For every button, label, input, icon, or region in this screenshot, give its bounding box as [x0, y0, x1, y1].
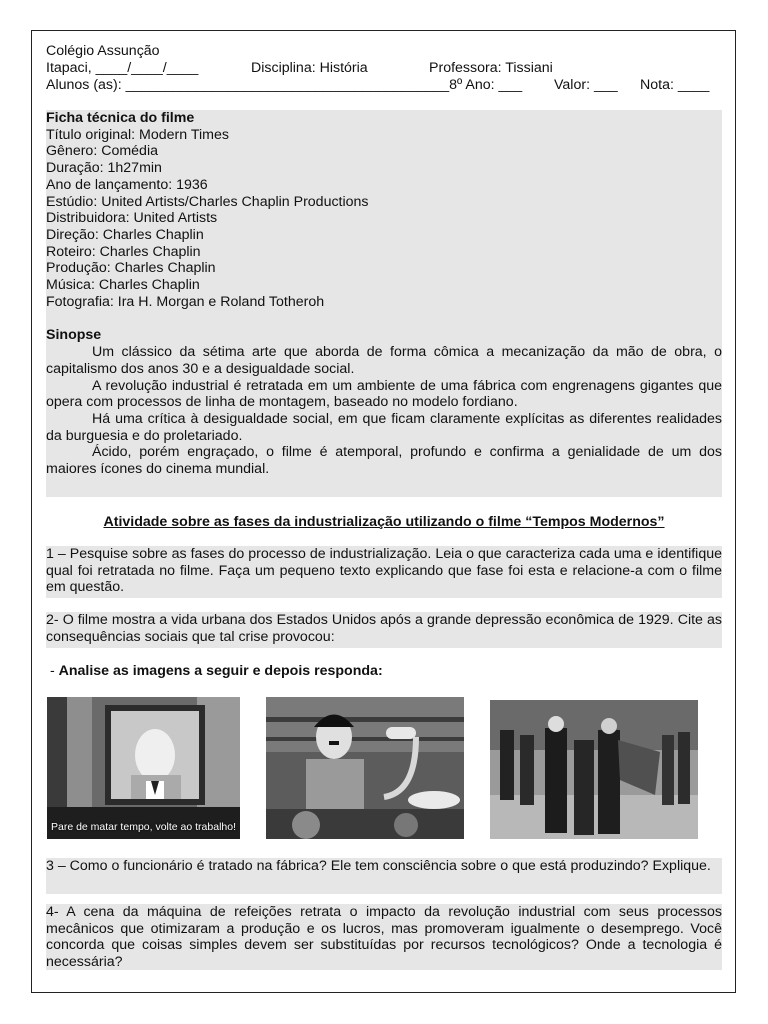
boss-screen-illustration	[47, 697, 240, 839]
analyse-instruction	[46, 662, 722, 680]
film-still-police-arrest	[490, 700, 698, 839]
subject-label: Disciplina: História	[251, 60, 368, 76]
question-3-box	[46, 858, 722, 894]
question-3: 3 – Como o funcionário é tratado na fábrica? Ele tem consciência sobre o que está produzindo? Explique.	[46, 858, 711, 874]
police-arrest-illustration	[490, 700, 698, 839]
question-2: 2- O filme mostra a vida urbana dos Estados Unidos após a grande depressão econômica de 1929. Cite as consequências sociais que tal crise provocou:	[46, 612, 722, 645]
sinopse-title: Sinopse	[46, 327, 102, 344]
feeding-machine-illustration	[266, 697, 464, 839]
film-still-feeding-machine	[266, 697, 464, 839]
ficha-item: Distribuidora: United Artists	[46, 210, 218, 227]
film-subtitle: Pare de matar tempo, volte ao trabalho!	[50, 821, 237, 833]
ficha-item: Ano de lançamento: 1936	[46, 176, 208, 193]
ficha-item: Duração: 1h27min	[46, 160, 162, 177]
grade-field: Nota: ____	[640, 77, 710, 93]
film-info-box	[46, 110, 722, 497]
value-field: Valor: ___	[554, 77, 618, 93]
film-still-boss-screen	[47, 697, 240, 839]
question-1-box	[46, 546, 722, 598]
ficha-item: Roteiro: Charles Chaplin	[46, 243, 201, 260]
ficha-item: Produção: Charles Chaplin	[46, 260, 216, 277]
sinopse-paragraph: A revolução industrial é retratada em um ambiente de uma fábrica com engrenagens gigantes que opera com processos de linha de montagem, baseado no modelo fordiano.	[46, 377, 722, 411]
ficha-item: Estúdio: United Artists/Charles Chaplin Productions	[46, 193, 369, 210]
ficha-item: Gênero: Comédia	[46, 143, 158, 160]
ficha-item: Fotografia: Ira H. Morgan e Roland Totheroh	[46, 293, 325, 310]
question-4: 4- A cena da máquina de refeições retrata o impacto da revolução industrial com seus processos mecânicos que otimizaram a produção e os lucros, mas promoveram igualmente o desemprego. Você concorda que coisas simples devem ser substituídas por recursos tecnológicos? Onde a tecnologia é necessária?	[46, 904, 722, 971]
students-field: Alunos (as): _________________________________________8º Ano: ___	[46, 77, 523, 93]
analyse-text: Analise as imagens a seguir e depois responda:	[58, 663, 383, 679]
teacher-label: Professora: Tissiani	[429, 60, 553, 76]
sinopse-paragraph: Há uma crítica à desigualdade social, em que ficam claramente explícitas as diferentes realidades da burguesia e do proletariado.	[46, 410, 722, 444]
question-2-box	[46, 612, 722, 648]
ficha-title: Ficha técnica do filme	[46, 110, 195, 126]
question-1: 1 – Pesquise sobre as fases do processo de industrialização. Leia o que caracteriza cada uma e identifique qual foi retratada no filme. Faça um pequeno texto explicando que fase foi esta e relacione-a com o filme em questão.	[46, 546, 722, 596]
ficha-item: Título original: Modern Times	[46, 126, 229, 143]
activity-title: Atividade sobre as fases da industrialização utilizando o filme “Tempos Modernos”	[103, 514, 665, 530]
date-field: Itapaci, ____/____/____	[46, 60, 199, 76]
ficha-item: Música: Charles Chaplin	[46, 277, 200, 294]
analyse-prefix: -	[46, 663, 59, 679]
sinopse-paragraph: Ácido, porém engraçado, o filme é atemporal, profundo e confirma a genialidade de um dos maiores ícones do cinema mundial.	[46, 444, 722, 478]
question-4-box	[46, 904, 722, 970]
school-name: Colégio Assunção	[46, 43, 160, 59]
document-header	[46, 43, 722, 94]
sinopse-paragraph: Um clássico da sétima arte que aborda de forma cômica a mecanização da mão de obra, o capitalismo dos anos 30 e a desigualdade social.	[46, 344, 722, 377]
ficha-item: Direção: Charles Chaplin	[46, 226, 204, 243]
